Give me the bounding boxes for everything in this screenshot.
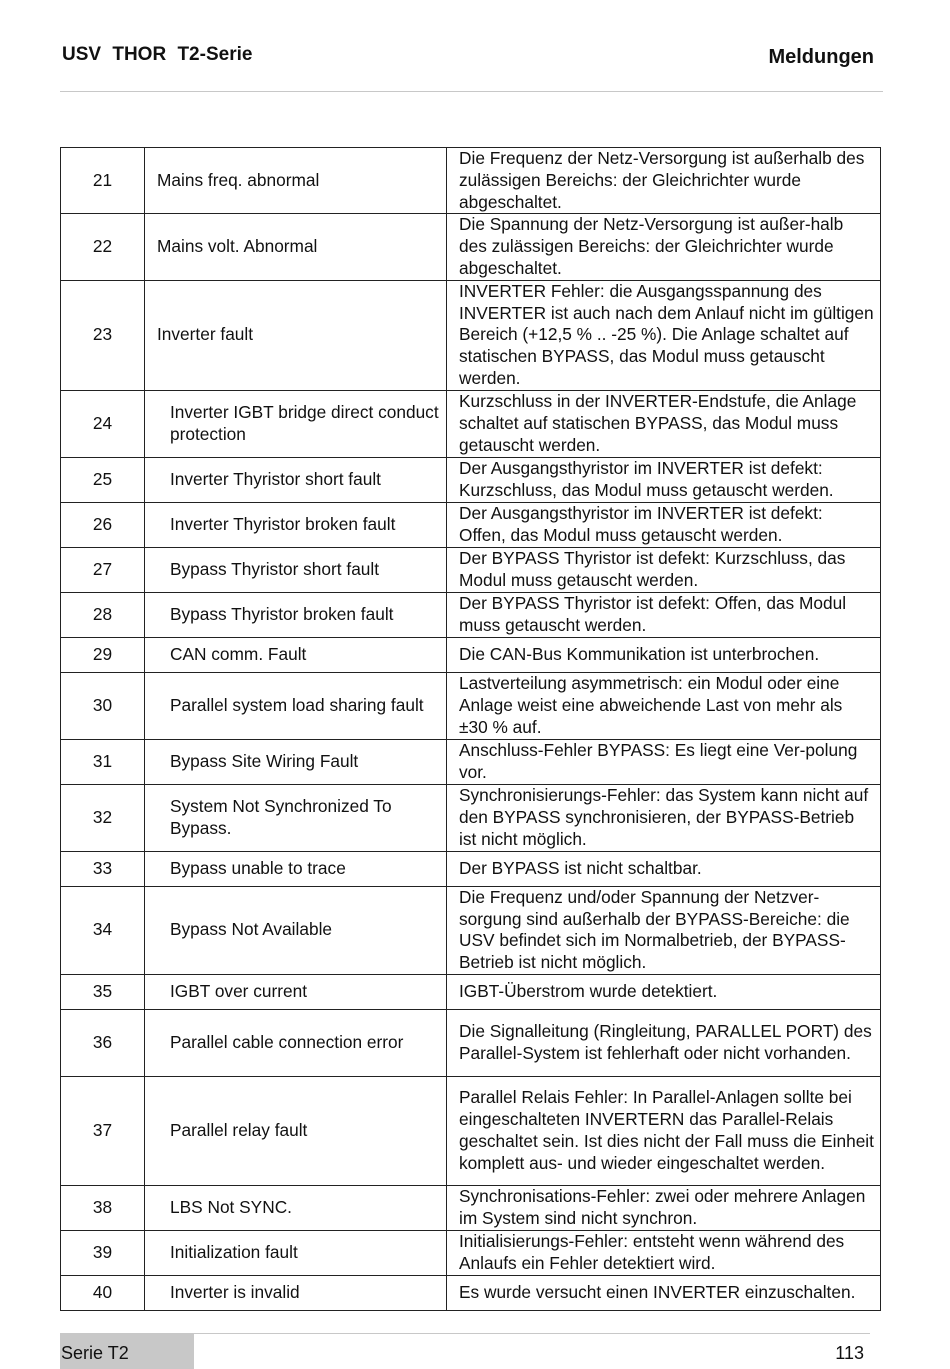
message-number: 26 [61, 502, 145, 547]
message-description: Initialisierungs-Fehler: entsteht wenn während des Anlaufs ein Fehler detektiert wird. [447, 1230, 881, 1275]
header-title: USV THOR T2-Serie [62, 44, 253, 65]
message-number: 25 [61, 457, 145, 502]
message-description: Synchronisierungs-Fehler: das System kann nicht auf den BYPASS synchronisieren, der BYPASS-Betrieb ist nicht möglich. [447, 784, 881, 851]
message-name-cell [145, 851, 447, 886]
message-name-cell [145, 390, 447, 457]
table-row [61, 502, 881, 547]
message-description: Der Ausgangsthyristor im INVERTER ist defekt: Offen, das Modul muss getauscht werden. [447, 502, 881, 547]
message-name: Inverter Thyristor broken fault [170, 513, 396, 534]
message-name-cell [145, 1230, 447, 1275]
message-description: Der BYPASS ist nicht schaltbar. [447, 851, 881, 886]
page-number: 113 [835, 1343, 864, 1363]
message-name: Bypass Thyristor broken fault [170, 603, 394, 624]
message-number: 32 [61, 784, 145, 851]
message-description: Der BYPASS Thyristor ist defekt: Offen, das Modul muss getauscht werden. [447, 592, 881, 637]
message-name: Parallel cable connection error [170, 1032, 404, 1053]
messages-table [60, 147, 881, 1311]
message-name: System Not Synchronized To Bypass. [170, 795, 392, 838]
table-row [61, 457, 881, 502]
messages-table-body [61, 148, 881, 1311]
message-name: Bypass Thyristor short fault [170, 558, 380, 579]
message-number: 38 [61, 1185, 145, 1230]
message-description: Kurzschluss in der INVERTER-Endstufe, die Anlage schaltet auf statischen BYPASS, das Modul muss getauscht werden. [447, 390, 881, 457]
message-name: Inverter is invalid [170, 1282, 300, 1303]
message-number: 29 [61, 637, 145, 672]
message-name: Parallel relay fault [170, 1120, 308, 1141]
message-name-cell [145, 974, 447, 1009]
message-number: 35 [61, 974, 145, 1009]
message-name-cell [145, 886, 447, 974]
message-name-cell [145, 739, 447, 784]
message-name: Inverter IGBT bridge direct conduct protection [170, 401, 439, 444]
header-section: Meldungen [768, 46, 874, 68]
message-name: Parallel system load sharing fault [170, 694, 424, 715]
message-number: 31 [61, 739, 145, 784]
message-name-cell [145, 1275, 447, 1310]
table-row [61, 974, 881, 1009]
message-name-cell [145, 280, 447, 390]
message-name-cell [145, 1009, 447, 1076]
message-name: Inverter Thyristor short fault [170, 468, 381, 489]
message-name-cell [145, 1185, 447, 1230]
message-name: LBS Not SYNC. [170, 1197, 292, 1218]
message-description: Die Frequenz der Netz-Versorgung ist außerhalb des zulässigen Bereichs: der Gleichrichter wurde abgeschaltet. [447, 148, 881, 214]
message-name-cell [145, 592, 447, 637]
message-description: Die Signalleitung (Ringleitung, PARALLEL PORT) des Parallel-System ist fehlerhaft oder nicht vorhanden. [447, 1009, 881, 1076]
message-name-cell [145, 214, 447, 280]
message-number: 39 [61, 1230, 145, 1275]
table-row [61, 672, 881, 739]
message-name: Inverter fault [157, 324, 254, 345]
table-row [61, 592, 881, 637]
message-description: Der BYPASS Thyristor ist defekt: Kurzschluss, das Modul muss getauscht werden. [447, 547, 881, 592]
message-description: Parallel Relais Fehler: In Parallel-Anlagen sollte bei eingeschalteten INVERTERN das Parallel-Relais geschaltet sein. Ist dies nicht der Fall muss die Einheit komplett aus- und wieder eingeschaltet werden. [447, 1076, 881, 1185]
message-name-cell [145, 672, 447, 739]
message-name-cell [145, 547, 447, 592]
table-row [61, 547, 881, 592]
message-name: Initialization fault [170, 1242, 298, 1263]
message-number: 33 [61, 851, 145, 886]
table-row [61, 1076, 881, 1185]
message-number: 22 [61, 214, 145, 280]
message-name: Bypass Not Available [170, 919, 333, 940]
message-number: 24 [61, 390, 145, 457]
message-description: Die Spannung der Netz-Versorgung ist außer-halb des zulässigen Bereichs: der Gleichrichter wurde abgeschaltet. [447, 214, 881, 280]
footer-series: Serie T2 [61, 1343, 129, 1363]
message-number: 27 [61, 547, 145, 592]
message-name: IGBT over current [170, 981, 308, 1002]
message-name-cell [145, 637, 447, 672]
table-row [61, 1275, 881, 1310]
table-row [61, 637, 881, 672]
table-row [61, 390, 881, 457]
message-description: Es wurde versucht einen INVERTER einzuschalten. [447, 1275, 881, 1310]
message-name-cell [145, 1076, 447, 1185]
message-description: Der Ausgangsthyristor im INVERTER ist defekt: Kurzschluss, das Modul muss getauscht werden. [447, 457, 881, 502]
message-name-cell [145, 457, 447, 502]
message-description: INVERTER Fehler: die Ausgangsspannung des INVERTER ist auch nach dem Anlauf nicht im gültigen Bereich (+12,5 % .. -25 %). Die Anlage schaltet auf statischen BYPASS, das Modul muss getauscht werden. [447, 280, 881, 390]
message-number: 23 [61, 280, 145, 390]
table-row [61, 148, 881, 214]
message-number: 40 [61, 1275, 145, 1310]
message-description: Lastverteilung asymmetrisch: ein Modul oder eine Anlage weist eine abweichende Last von mehr als ±30 % auf. [447, 672, 881, 739]
message-description: Die CAN-Bus Kommunikation ist unterbrochen. [447, 637, 881, 672]
message-name: Mains volt. Abnormal [157, 236, 318, 257]
table-row [61, 1230, 881, 1275]
message-name: Mains freq. abnormal [157, 169, 320, 190]
message-number: 37 [61, 1076, 145, 1185]
message-number: 21 [61, 148, 145, 214]
message-name: CAN comm. Fault [170, 643, 307, 664]
message-number: 34 [61, 886, 145, 974]
table-row [61, 886, 881, 974]
message-description: Die Frequenz und/oder Spannung der Netzver-sorgung sind außerhalb der BYPASS-Bereiche: die USV befindet sich im Normalbetrieb, der BYPASS-Betrieb ist nicht möglich. [447, 886, 881, 974]
message-name: Bypass unable to trace [170, 857, 346, 878]
message-number: 28 [61, 592, 145, 637]
message-number: 30 [61, 672, 145, 739]
table-row [61, 214, 881, 280]
table-row [61, 1185, 881, 1230]
message-description: IGBT-Überstrom wurde detektiert. [447, 974, 881, 1009]
table-row [61, 1009, 881, 1076]
message-number: 36 [61, 1009, 145, 1076]
message-description: Anschluss-Fehler BYPASS: Es liegt eine Ver-polung vor. [447, 739, 881, 784]
message-description: Synchronisations-Fehler: zwei oder mehrere Anlagen im System sind nicht synchron. [447, 1185, 881, 1230]
message-name: Bypass Site Wiring Fault [170, 750, 359, 771]
message-name-cell [145, 784, 447, 851]
table-row [61, 280, 881, 390]
header-divider [60, 91, 883, 92]
table-row [61, 739, 881, 784]
message-name-cell [145, 502, 447, 547]
table-row [61, 784, 881, 851]
message-name-cell [145, 148, 447, 214]
table-row [61, 851, 881, 886]
